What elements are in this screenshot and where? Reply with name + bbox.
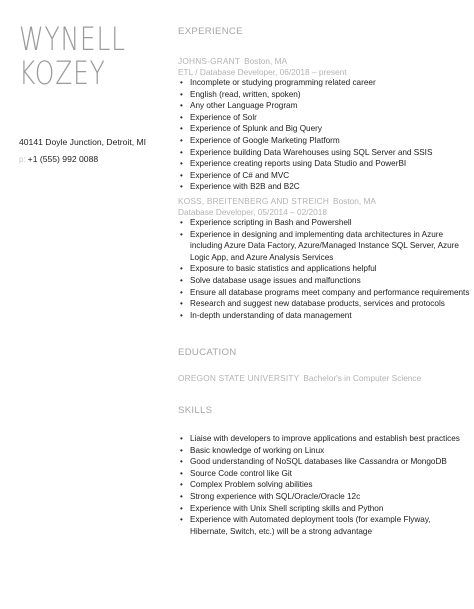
job-1-company: JOHNS-GRANT bbox=[178, 56, 241, 66]
list-item: • Experience creating reports using Data Studio and PowerBI bbox=[178, 158, 470, 170]
list-item: • Experience with Automated deployment tools (for example Flyway, Hibernate, Switch, etc.) will be a strong advantage bbox=[178, 514, 470, 537]
list-item: • Experience of Google Marketing Platform bbox=[178, 135, 470, 147]
contact-block bbox=[19, 134, 146, 168]
job-1-role: ETL / Database Developer, 06/2018 – present bbox=[178, 67, 347, 77]
list-item: • Experience of Splunk and Big Query bbox=[178, 123, 470, 135]
name-last: KOZEY bbox=[19, 54, 106, 92]
phone-number: +1 (555) 992 0088 bbox=[27, 154, 99, 164]
phone-icon: p: bbox=[19, 155, 26, 164]
address: 40141 Doyle Junction, Detroit, MI bbox=[19, 137, 147, 147]
list-item: • In-depth understanding of data management bbox=[178, 310, 470, 322]
list-item: • Exposure to basic statistics and applications helpful bbox=[178, 263, 470, 275]
list-item: • Experience of Solr bbox=[178, 112, 470, 124]
education-heading: EDUCATION bbox=[178, 347, 237, 358]
candidate-name bbox=[19, 22, 126, 90]
name-first: WYNELL bbox=[19, 20, 126, 58]
list-item: • Experience scripting in Bash and Powershell bbox=[178, 217, 470, 229]
experience-heading: EXPERIENCE bbox=[178, 26, 243, 37]
list-item: • Incomplete or studying programming related career bbox=[178, 77, 470, 89]
list-item: • Research and suggest new database products, services and protocols bbox=[178, 298, 470, 310]
list-item: • Strong experience with SQL/Oracle/Oracle 12c bbox=[178, 491, 470, 503]
skills-heading: SKILLS bbox=[178, 405, 213, 416]
job-2-header bbox=[178, 196, 376, 206]
list-item: • Basic knowledge of working on Linux bbox=[178, 445, 470, 457]
skills-bullets bbox=[178, 433, 470, 537]
list-item: • Experience with Unix Shell scripting skills and Python bbox=[178, 503, 470, 515]
school-name: OREGON STATE UNIVERSITY bbox=[178, 373, 300, 383]
list-item: • Experience of C# and MVC bbox=[178, 170, 470, 182]
job-2-location: Boston, MA bbox=[333, 196, 376, 206]
list-item: • Liaise with developers to improve applications and establish best practices bbox=[178, 433, 470, 445]
list-item: • Source Code control like Git bbox=[178, 468, 470, 480]
list-item: • Good understanding of NoSQL databases like Cassandra or MongoDB bbox=[178, 456, 470, 468]
list-item: • Ensure all database programs meet company and performance requirements bbox=[178, 287, 470, 299]
job-1-header bbox=[178, 56, 287, 66]
degree: Bachelor's in Computer Science bbox=[303, 373, 422, 383]
job-2-company: KOSS, BREITENBERG AND STREICH bbox=[178, 196, 330, 206]
job-1-bullets bbox=[178, 77, 470, 193]
job-1-location: Boston, MA bbox=[244, 56, 288, 66]
list-item: • Solve database usage issues and malfunctions bbox=[178, 275, 470, 287]
list-item: • Experience building Data Warehouses using SQL Server and SSIS bbox=[178, 147, 470, 159]
list-item: • Complex Problem solving abilities bbox=[178, 479, 470, 491]
phone-line bbox=[19, 151, 146, 168]
education-entry bbox=[178, 373, 421, 383]
list-item: • Any other Language Program bbox=[178, 100, 470, 112]
job-2-bullets bbox=[178, 217, 470, 321]
list-item: • English (read, written, spoken) bbox=[178, 89, 470, 101]
job-2-role: Database Developer, 05/2014 – 02/2018 bbox=[178, 207, 327, 217]
list-item: • Experience with B2B and B2C bbox=[178, 181, 470, 193]
list-item: • Experience in designing and implementing data architectures in Azure including Azure Data Factory, Azure/Managed Instance SQL Server, Azure Logic App, and Azure Analysis Services bbox=[178, 229, 470, 264]
